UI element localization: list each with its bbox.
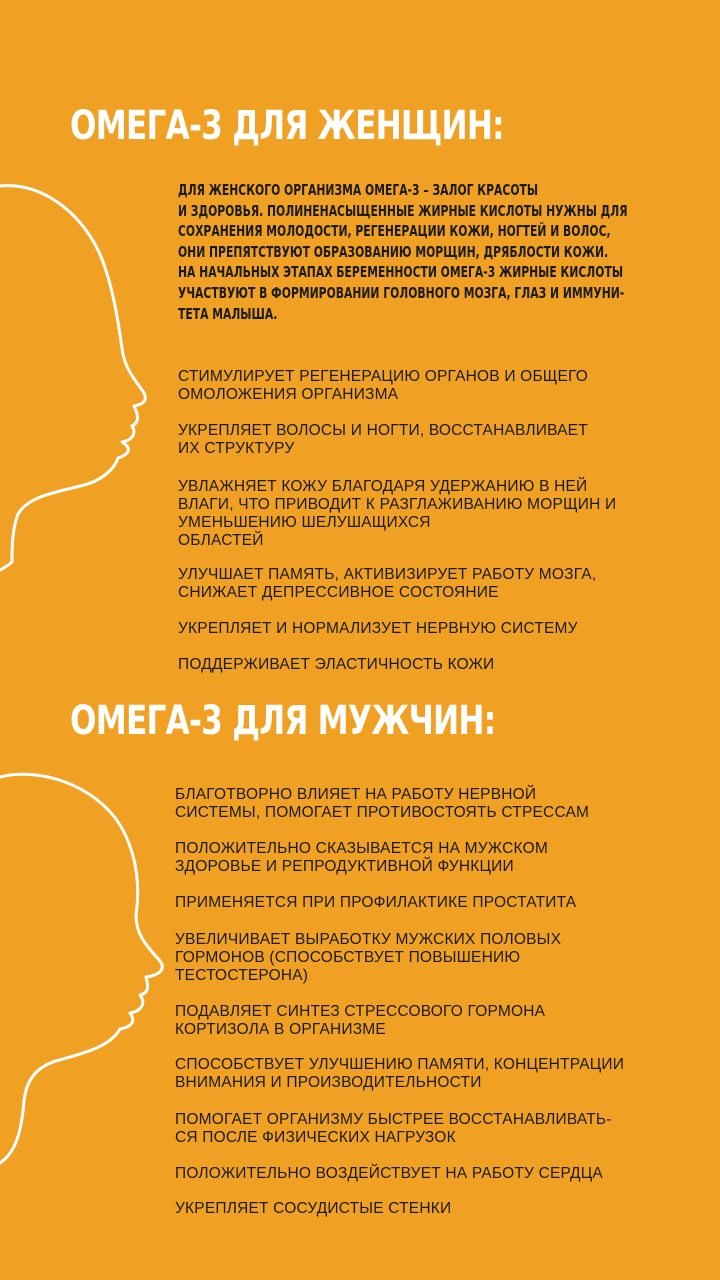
list-item: УКРЕПЛЯЕТ СОСУДИСТЫЕ СТЕНКИ: [175, 1200, 452, 1217]
female-profile-silhouette-icon: [0, 170, 180, 590]
list-item: ПОЛОЖИТЕЛЬНО ВОЗДЕЙСТВУЕТ НА РАБОТУ СЕРДЦА: [175, 1165, 603, 1182]
male-profile-silhouette-icon: [0, 765, 190, 1165]
list-item: ПОМОГАЕТ ОРГАНИЗМУ БЫСТРЕЕ ВОССТАНАВЛИВАТЬ- СЯ ПОСЛЕ ФИЗИЧЕСКИХ НАГРУЗОК: [175, 1111, 612, 1146]
men-benefits-list: [175, 786, 695, 1226]
women-intro-paragraph: ДЛЯ ЖЕНСКОГО ОРГАНИЗМА ОМЕГА-3 – ЗАЛОГ КРАСОТЫ И ЗДОРОВЬЯ. ПОЛИНЕНАСЫЩЕННЫЕ ЖИРНЫЕ КИСЛОТЫ НУЖНЫ ДЛЯ СОХРАНЕНИЯ МОЛОДОСТИ, РЕГЕНЕРАЦИИ КОЖИ, НОГТЕЙ И ВОЛОС, ОНИ ПРЕПЯТСТВУЮТ ОБРАЗОВАНИЮ МОРЩИН, ДРЯБЛОСТИ КОЖИ. НА НАЧАЛЬНЫХ ЭТАПАХ БЕРЕМЕННОСТИ ОМЕГА-3 ЖИРНЫЕ КИСЛОТЫ УЧАСТВУЮТ В ФОРМИРОВАНИИ ГОЛОВНОГО МОЗГА, ГЛАЗ И ИММУНИ- ТЕТА МАЛЫША.: [178, 181, 628, 323]
list-item: СТИМУЛИРУЕТ РЕГЕНЕРАЦИЮ ОРГАНОВ И ОБЩЕГО ОМОЛОЖЕНИЯ ОРГАНИЗМА: [178, 368, 589, 403]
women-section-title: ОМЕГА-3 ДЛЯ ЖЕНЩИН:: [70, 103, 504, 149]
women-benefits-list: [178, 368, 698, 688]
list-item: ПОДАВЛЯЕТ СИНТЕЗ СТРЕССОВОГО ГОРМОНА КОРТИЗОЛА В ОРГАНИЗМЕ: [175, 1003, 546, 1038]
list-item: УКРЕПЛЯЕТ ВОЛОСЫ И НОГТИ, ВОССТАНАВЛИВАЕТ ИХ СТРУКТУРУ: [178, 422, 588, 457]
list-item: УВЛАЖНЯЕТ КОЖУ БЛАГОДАРЯ УДЕРЖАНИЮ В НЕЙ ВЛАГИ, ЧТО ПРИВОДИТ К РАЗГЛАЖИВАНИЮ МОРЩИН И УМЕНЬШЕНИЮ ШЕЛУШАЩИХСЯ ОБЛАСТЕЙ: [178, 478, 617, 549]
list-item: ПРИМЕНЯЕТСЯ ПРИ ПРОФИЛАКТИКЕ ПРОСТАТИТА: [175, 894, 577, 911]
men-section-title: ОМЕГА-3 ДЛЯ МУЖЧИН:: [70, 698, 496, 744]
list-item: УКРЕПЛЯЕТ И НОРМАЛИЗУЕТ НЕРВНУЮ СИСТЕМУ: [178, 620, 578, 637]
list-item: ПОДДЕРЖИВАЕТ ЭЛАСТИЧНОСТЬ КОЖИ: [178, 656, 495, 673]
list-item: УЛУЧШАЕТ ПАМЯТЬ, АКТИВИЗИРУЕТ РАБОТУ МОЗГА, СНИЖАЕТ ДЕПРЕССИВНОЕ СОСТОЯНИЕ: [178, 566, 597, 601]
list-item: СПОСОБСТВУЕТ УЛУЧШЕНИЮ ПАМЯТИ, КОНЦЕНТРАЦИИ ВНИМАНИЯ И ПРОИЗВОДИТЕЛЬНОСТИ: [175, 1056, 625, 1091]
list-item: УВЕЛИЧИВАЕТ ВЫРАБОТКУ МУЖСКИХ ПОЛОВЫХ ГОРМОНОВ (СПОСОБСТВУЕТ ПОВЫШЕНИЮ ТЕСТОСТЕРОНА): [175, 931, 562, 984]
list-item: ПОЛОЖИТЕЛЬНО СКАЗЫВАЕТСЯ НА МУЖСКОМ ЗДОРОВЬЕ И РЕПРОДУКТИВНОЙ ФУНКЦИИ: [175, 840, 548, 875]
list-item: БЛАГОТВОРНО ВЛИЯЕТ НА РАБОТУ НЕРВНОЙ СИСТЕМЫ, ПОМОГАЕТ ПРОТИВОСТОЯТЬ СТРЕССАМ: [175, 786, 590, 821]
